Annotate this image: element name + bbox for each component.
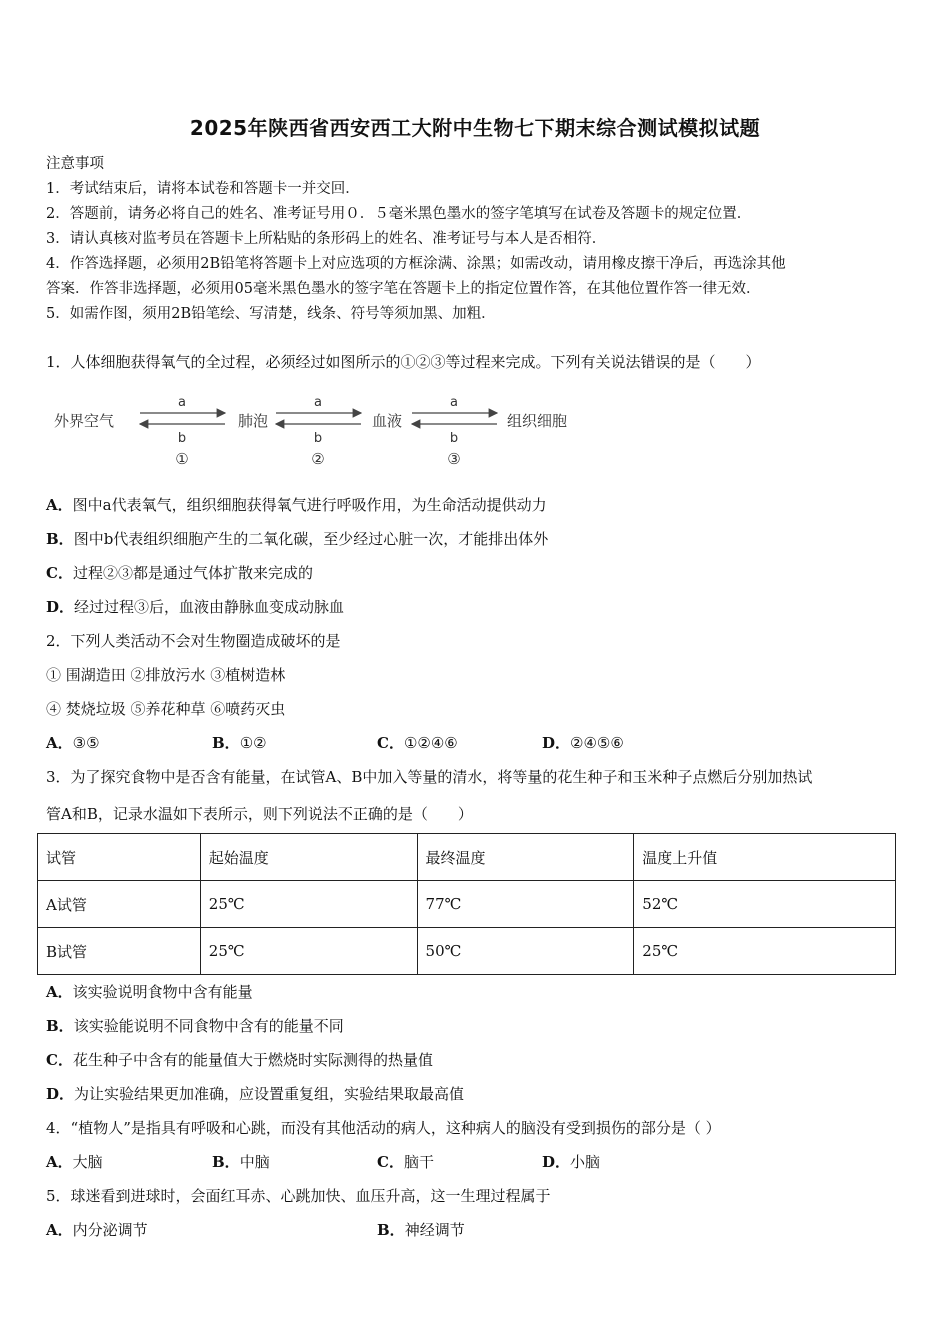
q2-option-d: D．②④⑤⑥ xyxy=(542,734,624,752)
page-title: 2025年陕西省西安西工大附中生物七下期末综合测试模拟试题 xyxy=(189,116,761,140)
table-header-row xyxy=(38,834,896,881)
notice-item: 3．请认真核对监考员在答题卡上所粘贴的条形码上的姓名、准考证号与本人是否相符． xyxy=(46,231,607,247)
label-b-1: b xyxy=(177,431,187,446)
table-cell: 25℃ xyxy=(200,881,417,928)
diagram-node-air: 外界空气 xyxy=(54,412,115,430)
q3-option-c: C．花生种子中含有的能量值大于燃烧时实际测得的热量值 xyxy=(46,1051,433,1069)
notice-item: 1．考试结束后，请将本试卷和答题卡一并交回． xyxy=(46,181,360,197)
table-cell: 25℃ xyxy=(200,928,417,975)
table-header-cell: 温度上升值 xyxy=(634,834,896,881)
q4-option-b: B．中脑 xyxy=(212,1153,270,1171)
diagram-node-alveoli: 肺泡 xyxy=(238,412,269,430)
table-row xyxy=(38,928,896,975)
label-a-2: a xyxy=(314,395,322,410)
q1-option-c: C．过程②③都是通过气体扩散来完成的 xyxy=(46,564,313,582)
q3-stem-line1: 3．为了探究食物中是否含有能量，在试管A、B中加入等量的清水，将等量的花生种子和玉米种子点燃后分别加热试 xyxy=(46,768,813,786)
notice-item: 4．作答选择题，必须用2B铅笔将答题卡上对应选项的方框涂满、涂黑；如需改动，请用橡皮擦干净后，再选涂其他 xyxy=(46,256,786,272)
q3-option-d: D．为让实验结果更加准确，应设置重复组，实验结果取最高值 xyxy=(46,1085,465,1103)
q1-stem: 1．人体细胞获得氧气的全过程，必须经过如图所示的①②③等过程来完成。下列有关说法错误的是（ ） xyxy=(46,353,761,371)
q1-option-a: A．图中a代表氧气，组织细胞获得氧气进行呼吸作用，为生命活动提供动力 xyxy=(46,496,547,514)
step-3: ③ xyxy=(447,450,461,468)
q2-option-a: A．③⑤ xyxy=(46,734,100,752)
table-cell: 50℃ xyxy=(417,928,634,975)
notice-item: 5．如需作图，须用2B铅笔绘、写清楚，线条、符号等须加黑、加粗． xyxy=(46,306,496,322)
table-cell: B试管 xyxy=(38,928,201,975)
q4-option-c: C．脑干 xyxy=(377,1153,434,1171)
q5-option-b: B．神经调节 xyxy=(377,1221,465,1239)
q2-line1: ① 围湖造田 ②排放污水 ③植树造林 xyxy=(46,666,286,684)
q3-stem-line2: 管A和B，记录水温如下表所示，则下列说法不正确的是（ ） xyxy=(46,805,473,823)
q5-option-a: A．内分泌调节 xyxy=(46,1221,148,1239)
table-cell: 77℃ xyxy=(417,881,634,928)
label-a-3: a xyxy=(450,395,458,410)
q5-stem: 5．球迷看到进球时，会面红耳赤、心跳加快、血压升高，这一生理过程属于 xyxy=(46,1187,551,1205)
q1-option-b: B．图中b代表组织细胞产生的二氧化碳，至少经过心脏一次，才能排出体外 xyxy=(46,530,549,548)
q2-line2: ④ 焚烧垃圾 ⑤养花种草 ⑥喷药灭虫 xyxy=(46,700,286,718)
q4-option-d: D．小脑 xyxy=(542,1153,601,1171)
q4-option-a: A．大脑 xyxy=(46,1153,103,1171)
q3-option-b: B．该实验能说明不同食物中含有的能量不同 xyxy=(46,1017,344,1035)
diagram-node-tissue: 组织细胞 xyxy=(507,412,568,430)
temperature-table xyxy=(37,833,896,975)
table-row xyxy=(38,881,896,928)
q3-option-a: A．该实验说明食物中含有能量 xyxy=(46,983,253,1001)
table-header-cell: 起始温度 xyxy=(200,834,417,881)
q2-stem: 2．下列人类活动不会对生物圈造成破坏的是 xyxy=(46,632,341,650)
table-header-cell: 最终温度 xyxy=(417,834,634,881)
label-b-2: b xyxy=(313,431,323,446)
label-a-1: a xyxy=(178,395,186,410)
notice-heading: 注意事项 xyxy=(46,156,104,172)
label-b-3: b xyxy=(449,431,459,446)
diagram-node-blood: 血液 xyxy=(372,412,403,430)
q2-option-b: B．①② xyxy=(212,734,267,752)
notice-item: 答案．作答非选择题，必须用05毫米黑色墨水的签字笔在答题卡上的指定位置作答，在其他位置作答一律无效． xyxy=(46,281,761,297)
table-header-cell: 试管 xyxy=(38,834,201,881)
q4-stem: 4．“植物人”是指具有呼吸和心跳，而没有其他活动的病人，这种病人的脑没有受到损伤的部分是（ ） xyxy=(46,1119,721,1137)
q2-option-c: C．①②④⑥ xyxy=(377,734,458,752)
table-cell: 25℃ xyxy=(634,928,896,975)
table-cell: A试管 xyxy=(38,881,201,928)
table-cell: 52℃ xyxy=(634,881,896,928)
gas-exchange-diagram xyxy=(52,388,592,474)
step-1: ① xyxy=(175,450,189,468)
step-2: ② xyxy=(311,450,325,468)
notice-item: 2．答题前，请务必将自己的姓名、准考证号用０．５毫米黑色墨水的签字笔填写在试卷及答题卡的规定位置． xyxy=(46,206,752,222)
q1-option-d: D．经过过程③后，血液由静脉血变成动脉血 xyxy=(46,598,345,616)
